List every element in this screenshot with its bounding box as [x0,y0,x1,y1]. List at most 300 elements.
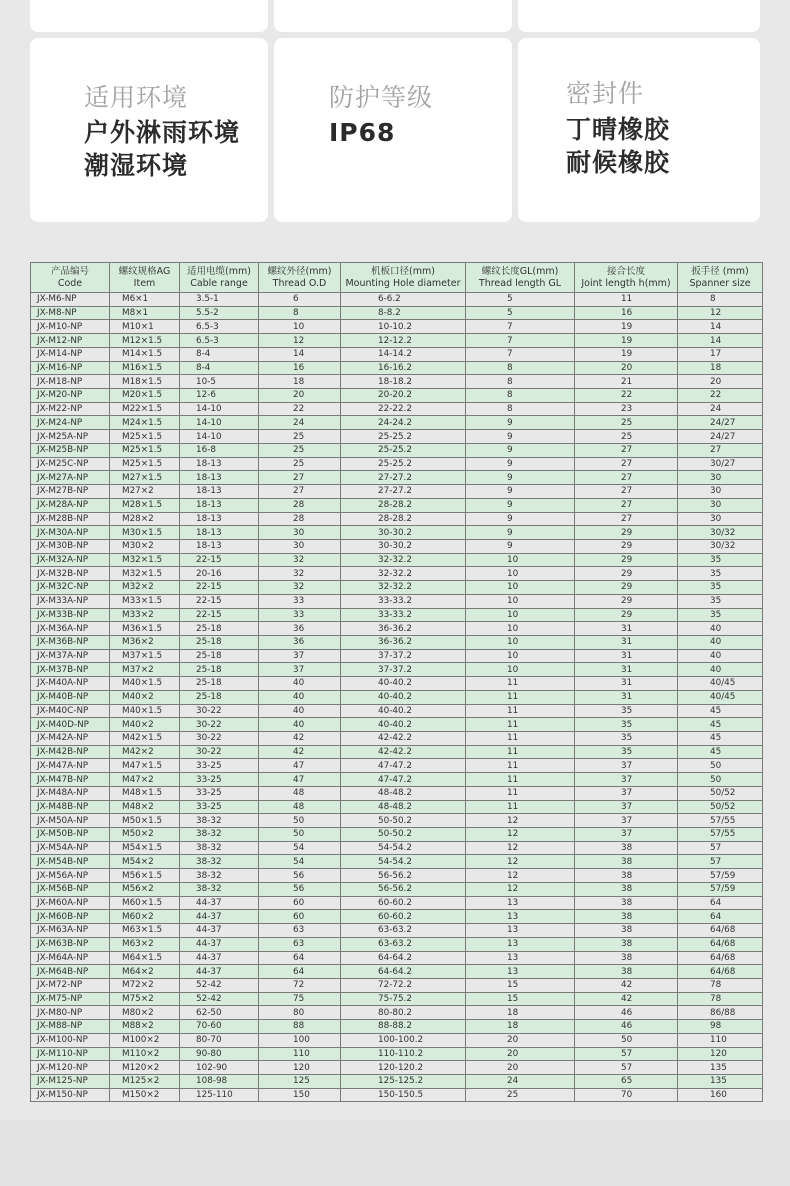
cell-spanner-size: 30/27 [678,457,763,471]
table-row [31,718,763,732]
table-row [31,608,763,622]
table-row [31,677,763,691]
cell-mounting-hole: 32-32.2 [341,567,466,581]
cell-code: JX-M16-NP [31,361,110,375]
cell-item: M80×2 [110,1006,180,1020]
header-item-en: Item [133,277,156,289]
cell-item: M36×1.5 [110,622,180,636]
cell-joint-length: 37 [575,828,678,842]
cell-code: JX-M36A-NP [31,622,110,636]
cell-item: M47×1.5 [110,759,180,773]
cell-spanner-size: 30 [678,485,763,499]
seal-label: 密封件 [566,79,645,108]
cell-joint-length: 38 [575,910,678,924]
cell-item: M75×2 [110,992,180,1006]
cell-code: JX-M48A-NP [31,786,110,800]
cell-cable-range: 14-10 [180,416,259,430]
table-row [31,334,763,348]
table-row [31,402,763,416]
cell-code: JX-M14-NP [31,347,110,361]
cell-thread-od: 64 [259,965,341,979]
table-row [31,443,763,457]
cell-spanner-size: 40 [678,622,763,636]
cell-code: JX-M28B-NP [31,512,110,526]
cell-thread-od: 64 [259,951,341,965]
cell-thread-od: 120 [259,1061,341,1075]
cell-cable-range: 33-25 [180,786,259,800]
cell-item: M50×2 [110,828,180,842]
cell-code: JX-M75-NP [31,992,110,1006]
cell-mounting-hole: 150-150.5 [341,1088,466,1102]
header-item-zh: 螺纹规格AG [118,265,171,277]
table-row [31,951,763,965]
cell-thread-length: 12 [466,841,575,855]
cell-code: JX-M28A-NP [31,498,110,512]
cell-code: JX-M22-NP [31,402,110,416]
cell-mounting-hole: 63-63.2 [341,924,466,938]
cell-joint-length: 35 [575,718,678,732]
cell-mounting-hole: 64-64.2 [341,965,466,979]
cell-code: JX-M25A-NP [31,430,110,444]
cell-mounting-hole: 125-125.2 [341,1074,466,1088]
cell-joint-length: 35 [575,704,678,718]
cell-thread-length: 11 [466,732,575,746]
cell-mounting-hole: 18-18.2 [341,375,466,389]
cell-cable-range: 33-25 [180,759,259,773]
cell-spanner-size: 64/68 [678,937,763,951]
cell-spanner-size: 30 [678,498,763,512]
cell-item: M40×2 [110,718,180,732]
cell-thread-length: 12 [466,869,575,883]
cell-mounting-hole: 33-33.2 [341,608,466,622]
cell-item: M25×1.5 [110,443,180,457]
cell-item: M63×2 [110,937,180,951]
cell-cable-range: 12-6 [180,389,259,403]
cell-joint-length: 23 [575,402,678,416]
cell-item: M63×1.5 [110,924,180,938]
cell-thread-length: 5 [466,306,575,320]
cell-joint-length: 29 [575,526,678,540]
table-body [31,293,763,1102]
table-row [31,1088,763,1102]
cell-mounting-hole: 32-32.2 [341,553,466,567]
cell-code: JX-M47B-NP [31,773,110,787]
cell-cable-range: 20-16 [180,567,259,581]
cell-cable-range: 25-18 [180,690,259,704]
cell-thread-od: 16 [259,361,341,375]
cell-cable-range: 30-22 [180,745,259,759]
table-row [31,539,763,553]
table-row [31,759,763,773]
cell-spanner-size: 30/32 [678,526,763,540]
cell-thread-od: 22 [259,402,341,416]
cell-thread-od: 33 [259,608,341,622]
table-row [31,1033,763,1047]
cell-joint-length: 31 [575,663,678,677]
cell-cable-range: 30-22 [180,732,259,746]
cell-thread-length: 9 [466,416,575,430]
cell-code: JX-M88-NP [31,1020,110,1034]
cell-joint-length: 37 [575,814,678,828]
cell-spanner-size: 64 [678,896,763,910]
cell-thread-length: 8 [466,375,575,389]
cell-joint-length: 38 [575,855,678,869]
cell-item: M60×1.5 [110,896,180,910]
cell-code: JX-M40C-NP [31,704,110,718]
header-spanner-size [678,263,763,293]
header-joint-length [575,263,678,293]
table-row [31,1047,763,1061]
cell-code: JX-M150-NP [31,1088,110,1102]
cell-cable-range: 125-110 [180,1088,259,1102]
cell-item: M120×2 [110,1061,180,1075]
cell-spanner-size: 8 [678,293,763,307]
cell-thread-length: 7 [466,334,575,348]
cell-thread-od: 48 [259,786,341,800]
header-cable-range [180,263,259,293]
cell-mounting-hole: 25-25.2 [341,430,466,444]
cell-item: M32×2 [110,581,180,595]
table-row [31,869,763,883]
cell-joint-length: 21 [575,375,678,389]
cell-spanner-size: 64/68 [678,924,763,938]
cell-thread-length: 10 [466,581,575,595]
cell-thread-od: 10 [259,320,341,334]
cell-joint-length: 37 [575,786,678,800]
cell-joint-length: 38 [575,841,678,855]
table-row [31,937,763,951]
cell-mounting-hole: 47-47.2 [341,773,466,787]
cell-cable-range: 108-98 [180,1074,259,1088]
cell-thread-length: 20 [466,1061,575,1075]
cell-spanner-size: 135 [678,1061,763,1075]
cell-cable-range: 44-37 [180,910,259,924]
cell-code: JX-M50B-NP [31,828,110,842]
cell-cable-range: 52-42 [180,992,259,1006]
cell-mounting-hole: 56-56.2 [341,882,466,896]
cell-mounting-hole: 12-12.2 [341,334,466,348]
cell-cable-range: 30-22 [180,704,259,718]
cell-mounting-hole: 16-16.2 [341,361,466,375]
table-row [31,1020,763,1034]
cell-thread-length: 10 [466,649,575,663]
cell-cable-range: 8-4 [180,347,259,361]
table-row [31,828,763,842]
table-row [31,704,763,718]
cell-mounting-hole: 24-24.2 [341,416,466,430]
cell-thread-length: 10 [466,608,575,622]
cell-code: JX-M50A-NP [31,814,110,828]
cell-code: JX-M42B-NP [31,745,110,759]
cell-thread-length: 13 [466,910,575,924]
cell-code: JX-M37B-NP [31,663,110,677]
cell-joint-length: 25 [575,430,678,444]
cell-joint-length: 27 [575,471,678,485]
cell-thread-length: 8 [466,389,575,403]
cell-spanner-size: 40/45 [678,690,763,704]
cell-spanner-size: 98 [678,1020,763,1034]
cell-joint-length: 22 [575,389,678,403]
cell-thread-od: 56 [259,869,341,883]
cell-mounting-hole: 40-40.2 [341,718,466,732]
cell-thread-od: 37 [259,663,341,677]
cell-item: M27×2 [110,485,180,499]
cell-joint-length: 35 [575,745,678,759]
cell-mounting-hole: 27-27.2 [341,485,466,499]
environment-value [84,116,240,182]
cell-item: M110×2 [110,1047,180,1061]
cell-thread-length: 11 [466,690,575,704]
cell-code: JX-M27A-NP [31,471,110,485]
cell-cable-range: 22-15 [180,581,259,595]
cell-code: JX-M56A-NP [31,869,110,883]
table-row [31,690,763,704]
cell-item: M40×1.5 [110,677,180,691]
cell-thread-length: 9 [466,430,575,444]
cell-thread-length: 13 [466,965,575,979]
cell-item: M33×2 [110,608,180,622]
cell-item: M50×1.5 [110,814,180,828]
header-cable-range-en: Cable range [190,277,248,289]
cell-item: M25×1.5 [110,430,180,444]
cell-thread-length: 12 [466,814,575,828]
cell-spanner-size: 45 [678,732,763,746]
table-row [31,498,763,512]
cell-cable-range: 18-13 [180,498,259,512]
cell-joint-length: 29 [575,608,678,622]
cell-thread-length: 25 [466,1088,575,1102]
cell-code: JX-M60B-NP [31,910,110,924]
header-thread-od-zh: 螺纹外径(mm) [267,265,332,277]
cell-thread-od: 110 [259,1047,341,1061]
cell-thread-length: 15 [466,992,575,1006]
cell-thread-od: 54 [259,855,341,869]
cell-joint-length: 38 [575,937,678,951]
table-row [31,293,763,307]
cell-thread-od: 18 [259,375,341,389]
cell-cable-range: 22-15 [180,608,259,622]
cell-mounting-hole: 27-27.2 [341,471,466,485]
cell-joint-length: 31 [575,622,678,636]
cell-joint-length: 27 [575,498,678,512]
cell-code: JX-M6-NP [31,293,110,307]
table-row [31,594,763,608]
cell-spanner-size: 35 [678,581,763,595]
cell-joint-length: 19 [575,347,678,361]
cell-thread-od: 72 [259,978,341,992]
cell-spanner-size: 30 [678,512,763,526]
spec-table-wrapper [30,262,762,1102]
cell-thread-length: 9 [466,457,575,471]
cell-joint-length: 38 [575,896,678,910]
cell-spanner-size: 24/27 [678,416,763,430]
cell-spanner-size: 57/55 [678,814,763,828]
cell-joint-length: 29 [575,581,678,595]
cell-cable-range: 38-32 [180,869,259,883]
cell-item: M42×1.5 [110,732,180,746]
cell-code: JX-M36B-NP [31,635,110,649]
cell-thread-od: 40 [259,704,341,718]
cell-mounting-hole: 60-60.2 [341,896,466,910]
table-row [31,800,763,814]
cell-mounting-hole: 28-28.2 [341,512,466,526]
cell-mounting-hole: 63-63.2 [341,937,466,951]
cell-joint-length: 65 [575,1074,678,1088]
seal-value [566,113,670,179]
cell-joint-length: 42 [575,992,678,1006]
cell-cable-range: 90-80 [180,1047,259,1061]
table-row [31,581,763,595]
cell-spanner-size: 120 [678,1047,763,1061]
cell-thread-length: 10 [466,663,575,677]
cell-code: JX-M72-NP [31,978,110,992]
cell-spanner-size: 35 [678,567,763,581]
cell-joint-length: 38 [575,965,678,979]
cell-item: M64×2 [110,965,180,979]
table-row [31,1006,763,1020]
cell-mounting-hole: 75-75.2 [341,992,466,1006]
cell-cable-range: 18-13 [180,539,259,553]
cell-item: M150×2 [110,1088,180,1102]
table-row [31,553,763,567]
cell-joint-length: 37 [575,773,678,787]
cell-code: JX-M47A-NP [31,759,110,773]
cell-code: JX-M8-NP [31,306,110,320]
cell-item: M8×1 [110,306,180,320]
cell-thread-length: 13 [466,896,575,910]
footer-band [0,1120,790,1186]
cell-joint-length: 29 [575,539,678,553]
cell-item: M25×1.5 [110,457,180,471]
cell-item: M14×1.5 [110,347,180,361]
cell-mounting-hole: 20-20.2 [341,389,466,403]
header-mounting-hole-en: Mounting Hole diameter [345,277,461,289]
cell-spanner-size: 86/88 [678,1006,763,1020]
table-row [31,567,763,581]
cell-thread-od: 56 [259,882,341,896]
cell-item: M10×1 [110,320,180,334]
cell-code: JX-M63A-NP [31,924,110,938]
cell-spanner-size: 14 [678,320,763,334]
cell-joint-length: 70 [575,1088,678,1102]
cell-item: M72×2 [110,978,180,992]
cell-spanner-size: 50 [678,759,763,773]
cell-code: JX-M63B-NP [31,937,110,951]
protection-label: 防护等级 [329,83,434,112]
cell-item: M60×2 [110,910,180,924]
cell-thread-length: 8 [466,402,575,416]
cell-cable-range: 18-13 [180,485,259,499]
cell-thread-od: 47 [259,759,341,773]
table-row [31,855,763,869]
cell-cable-range: 33-25 [180,800,259,814]
cell-thread-od: 63 [259,937,341,951]
cell-joint-length: 38 [575,924,678,938]
table-row [31,347,763,361]
cell-item: M22×1.5 [110,402,180,416]
table-row [31,471,763,485]
cell-thread-od: 63 [259,924,341,938]
cell-joint-length: 29 [575,567,678,581]
cell-thread-length: 10 [466,567,575,581]
cell-thread-od: 32 [259,553,341,567]
cell-joint-length: 27 [575,512,678,526]
cell-joint-length: 50 [575,1033,678,1047]
cell-thread-od: 40 [259,718,341,732]
cell-thread-od: 20 [259,389,341,403]
cell-thread-length: 12 [466,882,575,896]
cell-mounting-hole: 36-36.2 [341,635,466,649]
cell-thread-od: 54 [259,841,341,855]
cell-joint-length: 37 [575,800,678,814]
table-row [31,485,763,499]
cell-thread-od: 28 [259,512,341,526]
environment-value-line-1: 户外淋雨环境 [84,118,241,147]
table-row [31,745,763,759]
cell-thread-od: 75 [259,992,341,1006]
cell-joint-length: 31 [575,677,678,691]
card-top-3 [518,0,760,32]
cell-spanner-size: 57/59 [678,882,763,896]
cell-thread-od: 150 [259,1088,341,1102]
cell-thread-od: 60 [259,896,341,910]
cell-mounting-hole: 50-50.2 [341,814,466,828]
cell-spanner-size: 20 [678,375,763,389]
cell-spanner-size: 45 [678,718,763,732]
cell-code: JX-M54B-NP [31,855,110,869]
table-row [31,457,763,471]
cell-thread-od: 27 [259,485,341,499]
cell-thread-od: 32 [259,581,341,595]
cell-thread-length: 10 [466,594,575,608]
cell-item: M30×2 [110,539,180,553]
cell-item: M33×1.5 [110,594,180,608]
cell-code: JX-M100-NP [31,1033,110,1047]
protection-value [329,116,395,149]
cell-item: M42×2 [110,745,180,759]
cell-spanner-size: 27 [678,443,763,457]
cell-thread-od: 30 [259,526,341,540]
cell-code: JX-M120-NP [31,1061,110,1075]
spec-table [30,262,763,1102]
header-code-en: Code [57,277,83,289]
table-row [31,786,763,800]
cell-cable-range: 8-4 [180,361,259,375]
cell-spanner-size: 135 [678,1074,763,1088]
cell-code: JX-M12-NP [31,334,110,348]
cell-spanner-size: 57/55 [678,828,763,842]
cell-cable-range: 18-13 [180,512,259,526]
table-row [31,622,763,636]
cell-cable-range: 102-90 [180,1061,259,1075]
cell-item: M54×1.5 [110,841,180,855]
cell-joint-length: 20 [575,361,678,375]
cell-joint-length: 31 [575,690,678,704]
cell-spanner-size: 64/68 [678,951,763,965]
cell-item: M37×1.5 [110,649,180,663]
cell-mounting-hole: 37-37.2 [341,649,466,663]
environment-value-line-2: 潮湿环境 [84,151,189,180]
header-thread-length-zh: 螺纹长度GL(mm) [481,265,559,277]
cell-mounting-hole: 10-10.2 [341,320,466,334]
cell-joint-length: 37 [575,759,678,773]
cell-thread-od: 12 [259,334,341,348]
cell-spanner-size: 64/68 [678,965,763,979]
cell-cable-range: 18-13 [180,526,259,540]
cell-cable-range: 5.5-2 [180,306,259,320]
cell-cable-range: 44-37 [180,965,259,979]
cell-thread-od: 14 [259,347,341,361]
